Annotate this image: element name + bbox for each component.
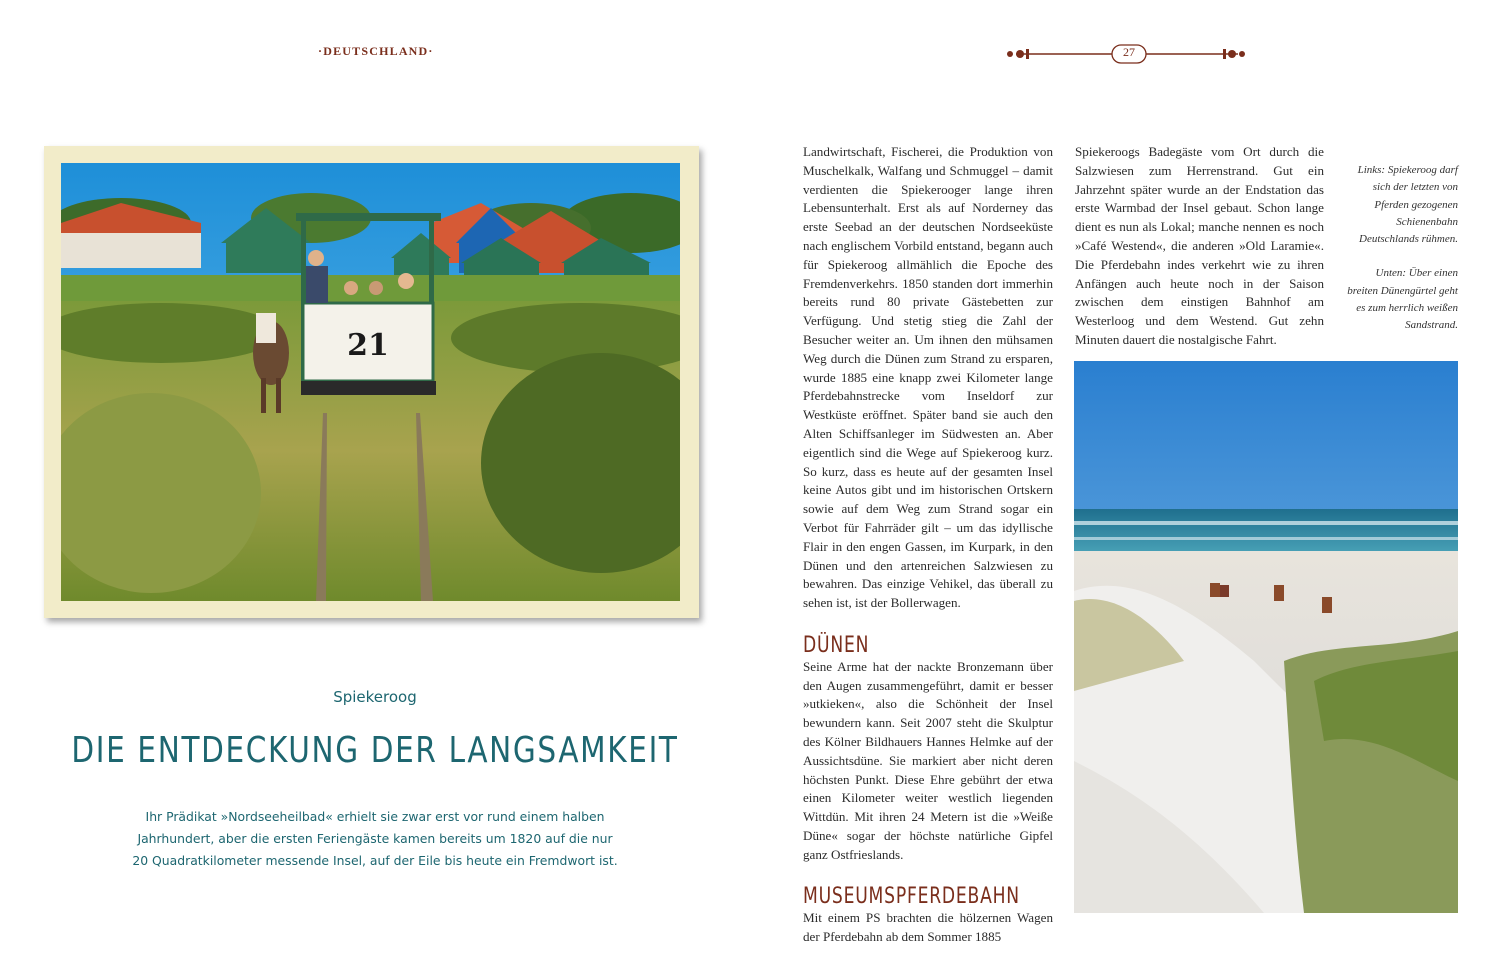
body-paragraph: Mit einem PS brachten die hölzernen Wagen der Pferdebahn ab dem Sommer 1885 <box>803 910 1053 945</box>
body-column-1 <box>803 143 1053 947</box>
body-column-2 <box>1075 143 1324 350</box>
caption: Links: Spiekeroog darf sich der letzten von Pferden gezogenen Schienenbahn Deutschlands rühmen. <box>1357 164 1458 246</box>
subhead: DÜNEN <box>803 632 870 658</box>
body-paragraph: Landwirtschaft, Fischerei, die Produktion von Muschelkalk, Walfang und Schmuggel – damit verdienten die Spiekerooger lange ihren Lebensunterhalt. Erst als auf Norderney das erste Seebad an der deutschen Nordseeküste nach englischem Vorbild entstand, begann auch für Spiekeroog allmählich die Epoche des Fremdenverkehrs. 1850 standen dort immerhin bereits rund 80 private Gästebetten zur Verfügung. Und stetig stieg die Zahl der Besucher weiter an. Um ihnen den mühsamen Weg durch die Dünen zum Strand zu ersparen, wurde 1885 eine knapp zwei Kilometer lange Pferdebahnstrecke vom Inseldorf zur Westküste eröffnet. Später band sie auch den Alten Schiffsanleger im Südwesten an. Aber eigentlich sind die Wege auf Spiekeroog kurz. So kurz, dass es heute auf der gesamten Insel keine Autos gibt und im historischen Ortskern sowie auf dem Weg zum Strand sogar ein Verbot für Fahrräder gilt – um das idyllische Flair in den engen Gassen, im Kurpark, in den Dünen und den artenreichen Salzwiesen zu bewahren. Das einzige Vehikel, das überall zu sehen ist, ist der Bollerwagen. <box>803 144 1053 611</box>
headline: DIE ENTDECKUNG DER LANGSAMKEIT <box>71 730 679 771</box>
tram-number: 21 <box>347 328 389 363</box>
horse-tram-illustration <box>61 163 680 601</box>
intro-line: Ihr Prädikat »Nordseeheilbad« erhielt sie zwar erst vor rund einem halben <box>145 809 605 824</box>
intro-line: 20 Quadratkilometer messende Insel, auf der Eile bis heute ein Fremdwort ist. <box>132 853 618 868</box>
body-paragraph: Seine Arme hat der nackte Bronzemann über den Augen zusammengeführt, damit er besser »utkieken«, also die Schönheit der Insel bewundern kann. Seit 2007 steht die Skulptur des Kölner Bildhauers Hannes Helmke auf der Aussichtsdüne. Sie markiert aber nicht deren höchsten Punkt. Diese Ehre gebührt der etwa einen Kilometer weiter westlich liegenden Wittdün. Mit ihren 24 Metern ist die »Weiße Düne« sogar der höchste natürliche Gipfel ganz Ostfrieslands. <box>803 658 1053 862</box>
page-number-ornament <box>1002 42 1250 66</box>
beach-illustration <box>1074 361 1458 913</box>
beach-dunes-photo <box>1074 361 1458 913</box>
right-page <box>750 0 1500 975</box>
intro-line: Jahrhundert, aber die ersten Feriengäste kamen bereits um 1820 auf die nur <box>137 831 613 846</box>
subhead: MUSEUMSPFERDEBAHN <box>803 884 1020 910</box>
kicker: Spiekeroog <box>333 688 417 706</box>
page-number: 27 <box>1123 45 1135 59</box>
photo-frame <box>44 146 699 618</box>
photo-captions <box>1343 162 1458 352</box>
intro-paragraph <box>120 806 630 872</box>
caption: Unten: Über einen breiten Dünengürtel geht es zum herrlich weißen Sandstrand. <box>1347 267 1458 332</box>
horse-tram-photo <box>61 163 680 601</box>
running-head: ·DEUTSCHLAND· <box>318 44 434 58</box>
body-paragraph: Spiekeroogs Badegäste vom Ort durch die Salzwiesen zum Herrenstrand. Gut ein Jahrzehnt später wurde an der Endstation das erste Warmbad der Insel gebaut. Schon lange dient es nun als Lokal; manche nennen es noch »Café Westend«, die anderen »Old Laramie«. Die Pferdebahn indes verkehrt wie zu ihren Anfängen auch heute noch in der Saison zwischen dem einstigen Bahnhof am Westerloog und dem Westend. Gut zehn Minuten dauert die nostalgische Fahrt. <box>1075 144 1324 347</box>
